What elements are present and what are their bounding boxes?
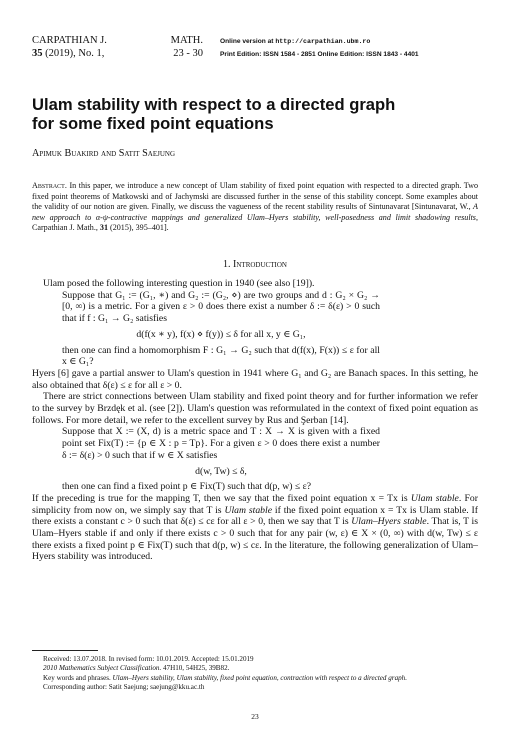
online-url[interactable]: http://carpathian.ubm.ro [275, 38, 371, 45]
footnotes [32, 655, 478, 693]
journal-name: CARPATHIAN J. [32, 35, 107, 46]
keywords: Key words and phrases. Ulam–Hyers stability, Ulam stability, fixed point equation, contraction with respect to a directed graph. [43, 673, 407, 682]
section-heading: 1. Introduction [223, 259, 287, 270]
footnote-rule [32, 650, 98, 651]
msc-classification: 2010 Mathematics Subject Classification. 47H10, 54H25, 39B82. [43, 664, 230, 673]
print-edition: Print Edition: ISSN 1584 - 2851 Online Edition: ISSN 1843 - 4401 [220, 50, 419, 58]
authors: Apimuk Buakird and Satit Saejung [32, 148, 175, 159]
subject: MATH. [170, 35, 203, 46]
abstract: Abstract. In this paper, we introduce a new concept of Ulam stability of fixed point equation with respected to a directed graph. Two fixed point theorems of Matkowski and of Jachymski are discussed further in the sense of this stability concept. Some examples about the validity of our notion are given. Finally, we discuss the vagueness of the recent stability results of Sintunavarat [Sintunavarat, W., A new approach to α-ψ-contractive mappings and generalized Ulam–Hyers stability, well-posedness and limit shadowing results, Carpathian J. Math., 31 (2015), 395–401]. [32, 181, 478, 233]
paragraph: Ulam posed the following interesting question in 1940 (see also [19]). [43, 278, 315, 289]
online-version: Online version at http://carpathian.ubm.ro [220, 38, 371, 45]
subject-pages [165, 35, 203, 60]
page-range: 23 - 30 [173, 47, 203, 59]
paragraph: If the preceding is true for the mapping T, then we say that the fixed point equation x = Tx is Ulam stable. For simplicity from now on, we simply say that T is Ulam stable if the fixed point equation x = Tx is Ulam stable. If there exists a constant c > 0 such that δ(ε) ≤ cε for all ε > 0, then we say that T is Ulam–Hyers stable. That is, T is Ulam–Hyers stable if and only if there exists c > 0 such that for any pair (w, ε) ∈ X × (0, ∞) with d(w, Tw) ≤ ε there exists a fixed point p ∈ Fix(T) such that d(p, w) ≤ cε. In the literature, the following generalization of Ulam–Hyers stability was introduced. [32, 492, 479, 563]
journal-volume: 35 (2019), No. 1, [32, 47, 105, 59]
abstract-label: Abstract. [32, 181, 67, 190]
equation: d(f(x ∗ y), f(x) ⋄ f(y)) ≤ δ for all x, y ∈ G₁, [136, 328, 306, 340]
equation: d(w, Tw) ≤ δ, [195, 465, 247, 477]
page-number: 23 [251, 712, 259, 721]
paragraph: There are strict connections between Ulam stability and fixed point theory and for further information we refer to the survey by Brzdęk et al. (see [2]). Ulam's question was reformulated in the context of fixed point equation as follows. For more detail, we refer to the excellent survey by Rus and Şerban [14]. [32, 391, 478, 426]
ulam-question: Suppose that G₁ := (G₁, ∗) and G₂ := (G₂, ⋄) are two groups and d : G₂ × G₂ → [0, ∞) is a metric. For a given ε > 0 does there exist a number δ := δ(ε) > 0 such that if f : G₁ → G₂ satisfies d(f(x ∗ y), f(x) ⋄ f(y)) ≤ δ for all x, y ∈ G₁, then one can find a homomorphism F : G₁ → G₂ such that d(f(x), F(x)) ≤ ε for all x ∈ G₁? [62, 289, 380, 368]
edition-info [220, 36, 419, 61]
fixed-point-question: Suppose that X := (X, d) is a metric space and T : X → X is given with a fixed point set Fix(T) := {p ∈ X : p = Tp}. For a given ε > 0 does there exist a number δ := δ(ε) > 0 such that if w ∈ X satisfies d(w, Tw) ≤ δ, then one can find a fixed point p ∈ Fix(T) such that d(p, w) ≤ ε? [62, 426, 380, 493]
main-text [32, 278, 478, 563]
journal-info [32, 35, 107, 60]
corresponding-author: Corresponding author: Satit Saejung; saejung@kku.ac.th [43, 683, 205, 692]
paper-title: Ulam stability with respect to a directed graph for some fixed point equations [32, 95, 396, 133]
paragraph: Hyers [6] gave a partial answer to Ulam's question in 1941 where G₁ and G₂ are Banach spaces. In this setting, he also obtained that δ(ε) ≤ ε for all ε > 0. [32, 367, 478, 391]
received-dates: Received: 13.07.2018. In revised form: 10.01.2019. Accepted: 15.01.2019 [43, 655, 254, 663]
